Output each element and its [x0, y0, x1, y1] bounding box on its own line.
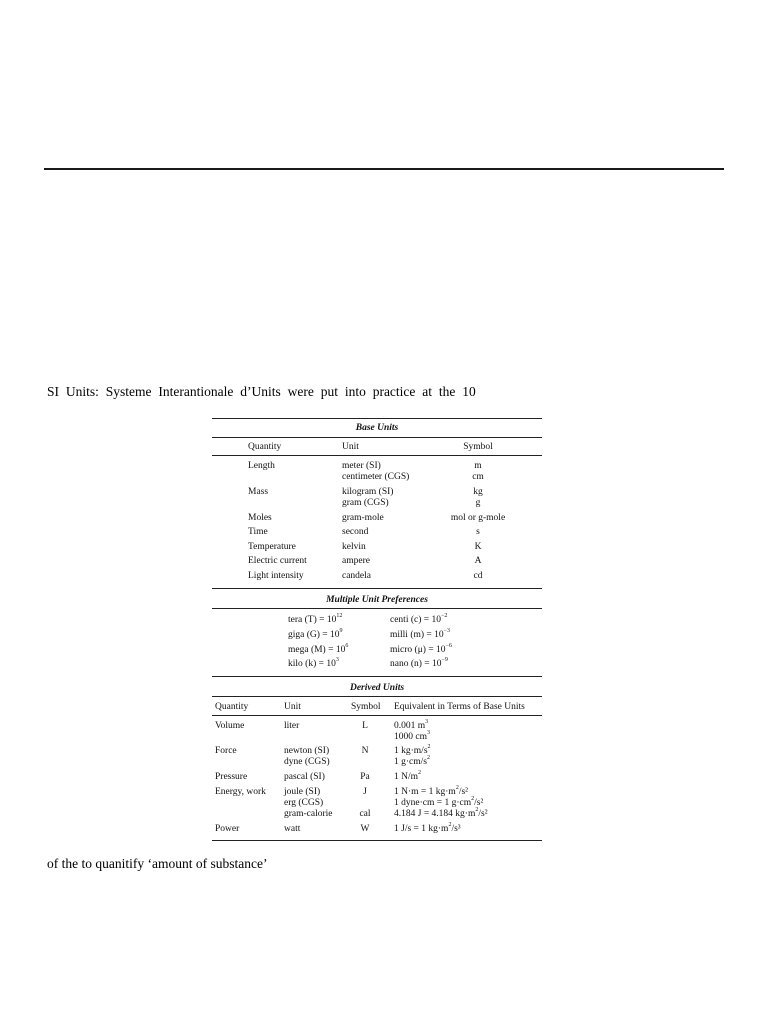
- base-symbol: cm: [472, 472, 484, 482]
- base-unit: gram (CGS): [342, 498, 389, 508]
- base-unit: candela: [342, 571, 372, 581]
- prefix-tera: tera $(T) = 10^{12}$: [288, 612, 343, 625]
- derived-header-equivalent: Equivalent in Terms of Base Units: [394, 702, 525, 712]
- base-unit: centimeter (CGS): [342, 472, 410, 482]
- base-quantity-temperature: Temperature: [248, 542, 296, 552]
- derived-unit: liter: [284, 721, 300, 731]
- prefix-micro: micro $(\mu) = 10^{-6}$: [390, 642, 452, 655]
- derived-symbol: Pa: [360, 772, 370, 782]
- base-unit: meter (SI): [342, 461, 381, 471]
- base-unit: second: [342, 527, 369, 537]
- derived-equivalent: 1 dyne·cm = 1 $g\cdot cm^2/s^2$: [394, 795, 484, 808]
- base-symbol: mol or g-mole: [450, 513, 506, 523]
- table-rule: [212, 437, 542, 438]
- derived-symbol: cal: [359, 809, 371, 819]
- derived-unit: dyne (CGS): [284, 757, 330, 767]
- derived-header-unit: Unit: [284, 702, 301, 712]
- intro-paragraph: SI Units: Systeme Interantionale d’Units were put into practice at the 10: [47, 384, 476, 399]
- derived-equivalent: 0.001 $m^3$: [394, 718, 429, 731]
- derived-equivalent: 1 J/s = 1 $kg\cdot m^2/s^3$: [394, 821, 461, 834]
- base-symbol: cd: [473, 571, 483, 581]
- derived-unit: gram-calorie: [284, 809, 333, 819]
- derived-unit: erg (CGS): [284, 798, 324, 808]
- derived-quantity-energy-work: Energy, work: [215, 787, 266, 797]
- derived-symbol: L: [362, 721, 368, 731]
- derived-quantity-pressure: Pressure: [215, 772, 248, 782]
- table-rule: [212, 455, 542, 456]
- derived-unit: pascal (SI): [284, 772, 325, 782]
- derived-unit: newton (SI): [284, 746, 330, 756]
- derived-unit: joule (SI): [284, 787, 321, 797]
- outro-paragraph: of the to quanitify ‘amount of substance’: [47, 856, 268, 871]
- prefix-giga: giga $(G) = 10^9$: [288, 627, 343, 640]
- base-quantity-mass: Mass: [248, 487, 269, 497]
- base-quantity-electric-current: Electric current: [248, 556, 307, 566]
- derived-symbol: J: [363, 787, 367, 797]
- table-rule: [212, 696, 542, 697]
- derived-header-quantity: Quantity: [215, 702, 249, 712]
- base-unit: kelvin: [342, 542, 366, 552]
- base-symbol: A: [474, 556, 482, 566]
- derived-equivalent: 1 $N/m^2$: [394, 769, 422, 782]
- derived-symbol: N: [361, 746, 369, 756]
- table-rule: [212, 608, 542, 609]
- base-symbol: kg: [473, 487, 483, 497]
- derived-equivalent: 1 $kg\cdot m/s^2$: [394, 743, 431, 756]
- table-rule: [212, 588, 542, 589]
- multiple-units-title: Multiple Unit Preferences: [326, 595, 428, 605]
- base-header-symbol: Symbol: [463, 442, 493, 452]
- derived-quantity-force: Force: [215, 746, 237, 756]
- derived-equivalent: 1 $g\cdot cm/s^2$: [394, 754, 430, 767]
- derived-quantity-volume: Volume: [215, 721, 245, 731]
- base-symbol: K: [474, 542, 482, 552]
- derived-equivalent: 1000 $cm^3$: [394, 729, 430, 742]
- base-quantity-moles: Moles: [248, 513, 272, 523]
- prefix-milli: milli $(m) = 10^{-3}$: [390, 627, 451, 640]
- table-rule: [212, 840, 542, 841]
- prefix-centi: centi $(c) = 10^{-2}$: [390, 612, 448, 625]
- base-unit: gram-mole: [342, 513, 384, 523]
- derived-units-title: Derived Units: [349, 683, 405, 693]
- base-header-quantity: Quantity: [248, 442, 282, 452]
- base-symbol: m: [474, 461, 482, 471]
- base-quantity-length: Length: [248, 461, 275, 471]
- derived-unit: watt: [284, 824, 301, 834]
- base-unit: kilogram (SI): [342, 487, 394, 497]
- derived-quantity-power: Power: [215, 824, 240, 834]
- prefix-kilo: kilo $(k) = 10^3$: [288, 656, 339, 669]
- prefix-mega: mega $(M) = 10^6$: [288, 642, 349, 655]
- base-header-unit: Unit: [342, 442, 359, 452]
- derived-header-symbol: Symbol: [351, 702, 381, 712]
- derived-equivalent: 1 N·m = 1 $kg\cdot m^2/s^2$: [394, 784, 469, 797]
- derived-symbol: W: [360, 824, 370, 834]
- base-unit: ampere: [342, 556, 370, 566]
- base-symbol: g: [475, 498, 481, 508]
- base-symbol: s: [476, 527, 480, 537]
- table-rule: [212, 676, 542, 677]
- table-rule: [212, 715, 542, 716]
- base-units-title: Base Units: [355, 423, 399, 433]
- derived-equivalent: 4.184 J = 4.184 $kg\cdot m^2/s^2$: [394, 806, 488, 819]
- base-quantity-light-intensity: Light intensity: [248, 571, 304, 581]
- prefix-nano: nano $(n) = 10^{-9}$: [390, 656, 448, 669]
- table-rule: [212, 418, 542, 419]
- base-quantity-time: Time: [248, 527, 268, 537]
